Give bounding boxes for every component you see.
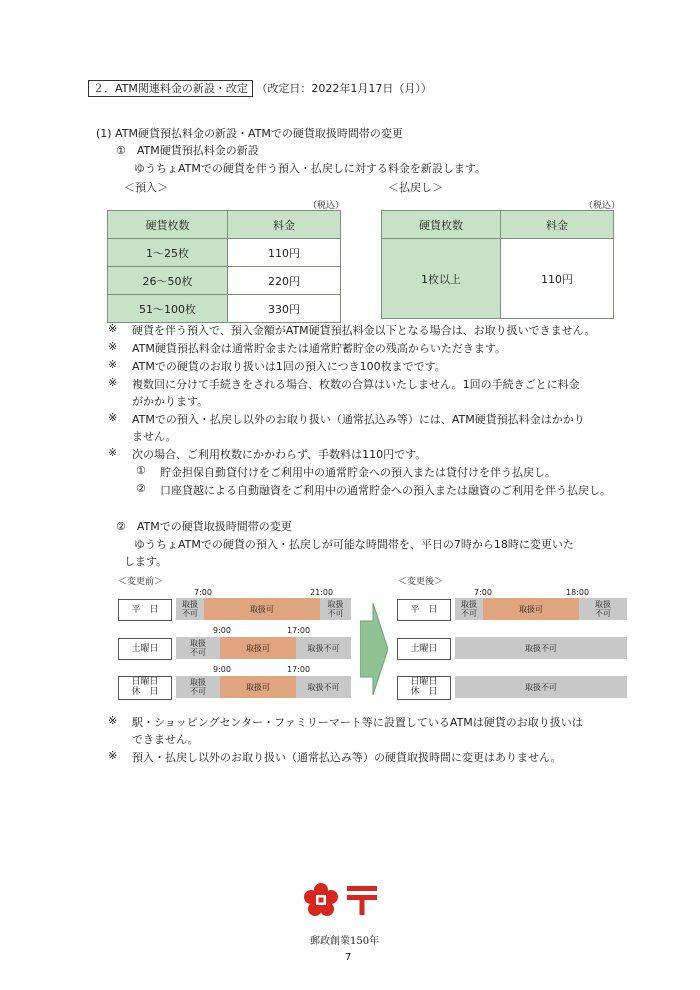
sub-item-text: 口座貸越による自動融資をご利用中の通常貯金への預入または融資のご利用を伴う払戻し。: [160, 484, 611, 497]
time-label: 17:00: [287, 626, 311, 635]
note-mark: ※: [108, 358, 118, 371]
schedule-bar-saturday-after: [455, 637, 627, 659]
sub-item-mark: ②: [136, 482, 146, 495]
day-saturday: 土曜日: [397, 638, 451, 660]
fee-cell: 110円: [228, 239, 341, 267]
deposit-label: ＜預入＞: [124, 181, 168, 194]
withdraw-fee-table: [381, 210, 614, 319]
sub1-heading: (1) ATM硬貨預払料金の新設・ATMでの硬貨取扱時間帯の変更: [96, 127, 403, 140]
schedule-bar-weekday-before: [176, 598, 351, 620]
day-sunday-holiday: 日曜日 休 日: [397, 676, 451, 700]
time-label: 18:00: [566, 588, 590, 597]
schedule-bar-holiday-after: [455, 676, 627, 698]
deposit-col-fee: 料金: [228, 211, 341, 239]
note-item: 次の場合、ご利用枚数にかかわらず、手数料は110円です。: [132, 448, 427, 461]
page-number: 7: [345, 952, 352, 963]
open-segment: 取扱可: [220, 676, 296, 698]
item2-description-2: します。: [124, 555, 168, 568]
closed-segment: 取扱 不可: [579, 598, 627, 620]
closed-segment: 取扱 不可: [320, 598, 351, 620]
fee-cell: 330円: [228, 295, 341, 323]
closed-segment: 取扱 不可: [176, 637, 220, 659]
withdraw-col-count: 硬貨枚数: [382, 211, 501, 239]
table-row: [108, 239, 341, 267]
fee-cell: 220円: [228, 267, 341, 295]
note-item: ATM硬貨預払料金は通常貯金または通常貯蓄貯金の残高からいただきます。: [132, 342, 506, 355]
withdraw-col-fee: 料金: [501, 211, 614, 239]
item1-heading: ① ATM硬貨預払料金の新設: [116, 144, 259, 157]
note-item-cont: がかかります。: [132, 395, 209, 408]
item2-heading: ② ATMでの硬貨取扱時間帯の変更: [116, 520, 292, 533]
note-mark: ※: [108, 340, 118, 353]
deposit-fee-table: [107, 210, 341, 323]
before-label: ＜変更前＞: [118, 577, 164, 587]
sub-item-text: 貯金担保自動貸付けをご利用中の通常貯金への預入または貸付けを伴う払戻し。: [160, 466, 556, 479]
deposit-tax-note: （税込）: [308, 201, 345, 211]
open-segment: 取扱可: [220, 637, 296, 659]
closed-segment: 取扱 不可: [176, 598, 204, 620]
revision-date: （改定日：2022年1月17日（月））: [256, 82, 432, 95]
coin-count-cell: 26〜50枚: [108, 267, 228, 295]
item1-description: ゆうちょATMでの硬貨を伴う預入・払戻しに対する料金を新設します。: [134, 162, 486, 175]
table-row: [108, 267, 341, 295]
note-item-cont: できません。: [132, 733, 199, 746]
note-mark: ※: [108, 411, 118, 424]
time-label: 17:00: [287, 665, 311, 674]
day-weekday: 平 日: [118, 599, 172, 621]
anniversary-text: 郵政創業150年: [310, 936, 380, 947]
closed-segment: 取扱不可: [296, 637, 351, 659]
schedule-bar-weekday-after: [455, 598, 627, 620]
note-item: ATMでの預入・払戻し以外のお取り扱い（通常払込み等）には、ATM硬貨預払料金はかかり: [132, 413, 585, 426]
time-label: 21:00: [310, 588, 334, 597]
closed-segment: 取扱不可: [455, 676, 627, 698]
japan-post-flower-icon: [304, 883, 338, 917]
coin-count-cell: 1〜25枚: [108, 239, 228, 267]
day-saturday: 土曜日: [118, 638, 172, 660]
time-label: 7:00: [474, 588, 492, 597]
closed-segment: 取扱不可: [455, 637, 627, 659]
fee-cell: 110円: [501, 239, 614, 319]
post-mark-icon: [346, 885, 378, 915]
note-mark: ※: [108, 714, 118, 727]
arrow-right-icon: [360, 603, 388, 695]
day-weekday: 平 日: [397, 599, 451, 621]
section-title: ２．ATM関連料金の新設・改定: [88, 80, 253, 97]
section-title-row: [88, 82, 432, 96]
closed-segment: 取扱 不可: [455, 598, 483, 620]
note-item: 硬貨を伴う預入で、預入金額がATM硬貨預払料金以下となる場合は、お取り扱いできません。: [132, 324, 596, 337]
schedule-bar-holiday-before: [176, 676, 351, 698]
table-row: [108, 295, 341, 323]
note-mark: ※: [108, 322, 118, 335]
note-mark: ※: [108, 376, 118, 389]
time-label: 9:00: [213, 626, 231, 635]
note-item: 駅・ショッピングセンター・ファミリーマート等に設置しているATMは硬貨のお取り扱いは: [132, 716, 583, 729]
note-item: 複数回に分けて手続きをされる場合、枚数の合算はいたしません。1回の手続きごとに料金: [132, 378, 580, 391]
table-row: [382, 239, 614, 319]
note-mark: ※: [108, 749, 118, 762]
note-item: ATMでの硬貨のお取り扱いは1回の預入につき100枚までです。: [132, 360, 446, 373]
sub-item-mark: ①: [136, 464, 146, 477]
open-segment: 取扱可: [204, 598, 320, 620]
after-label: ＜変更後＞: [398, 577, 444, 587]
open-segment: 取扱可: [483, 598, 579, 620]
coin-count-cell: 51〜100枚: [108, 295, 228, 323]
note-item: 預入・払戻し以外のお取り扱い（通常払込み等）の硬貨取扱時間に変更はありません。: [132, 751, 562, 764]
time-label: 7:00: [194, 588, 212, 597]
note-mark: ※: [108, 446, 118, 459]
closed-segment: 取扱不可: [296, 676, 351, 698]
time-label: 9:00: [213, 665, 231, 674]
day-sunday-holiday: 日曜日 休 日: [118, 676, 172, 700]
withdraw-tax-note: （税込）: [584, 201, 621, 211]
closed-segment: 取扱 不可: [176, 676, 220, 698]
withdraw-label: ＜払戻し＞: [388, 181, 443, 194]
schedule-bar-saturday-before: [176, 637, 351, 659]
coin-count-cell: 1枚以上: [382, 239, 501, 319]
note-item-cont: ません。: [132, 430, 177, 443]
item2-description-1: ゆうちょATMでの硬貨の預入・払戻しが可能な時間帯を、平日の7時から18時に変更いた: [134, 538, 574, 551]
deposit-col-count: 硬貨枚数: [108, 211, 228, 239]
